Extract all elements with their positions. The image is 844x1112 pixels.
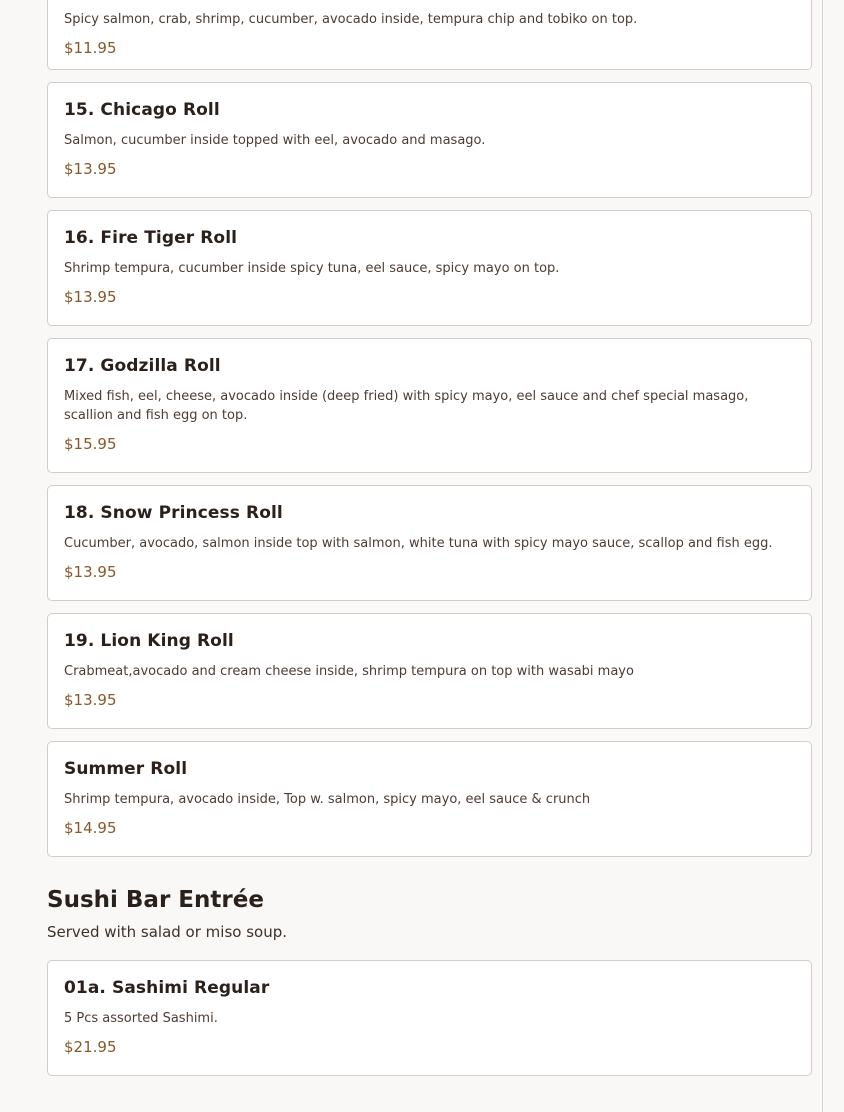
- menu-item-card[interactable]: [47, 960, 812, 1076]
- menu-item-description: Shrimp tempura, cucumber inside spicy tuna, eel sauce, spicy mayo on top.: [64, 261, 560, 276]
- menu-item-price: $13.95: [64, 160, 117, 178]
- menu-item-description: Mixed fish, eel, cheese, avocado inside (deep fried) with spicy mayo, eel sauce and chef special masago, scallion and fish egg on top.: [64, 389, 749, 423]
- menu-item-name: 19. Lion King Roll: [64, 631, 234, 651]
- menu-item-price: $13.95: [64, 288, 117, 306]
- menu-item-card[interactable]: [47, 0, 812, 70]
- menu-list: [47, 0, 812, 1088]
- menu-item-name: 18. Snow Princess Roll: [64, 503, 283, 523]
- menu-item-price: $15.95: [64, 435, 117, 453]
- menu-item-card[interactable]: [47, 613, 812, 729]
- menu-item-name: 17. Godzilla Roll: [64, 356, 221, 376]
- menu-item-price: $14.95: [64, 819, 117, 837]
- menu-item-description: Crabmeat,avocado and cream cheese inside, shrimp tempura on top with wasabi mayo: [64, 664, 634, 679]
- menu-item-price: $21.95: [64, 1038, 117, 1056]
- section-subtitle: Served with salad or miso soup.: [47, 923, 287, 941]
- menu-item-card[interactable]: [47, 485, 812, 601]
- menu-item-description: 5 Pcs assorted Sashimi.: [64, 1011, 218, 1026]
- menu-item-card[interactable]: [47, 82, 812, 198]
- menu-item-description: Salmon, cucumber inside topped with eel, avocado and masago.: [64, 133, 486, 148]
- menu-item-price: $13.95: [64, 563, 117, 581]
- menu-item-price: $13.95: [64, 691, 117, 709]
- menu-item-name: 16. Fire Tiger Roll: [64, 228, 238, 248]
- menu-item-name: 01a. Sashimi Regular: [64, 978, 270, 998]
- section-title: Sushi Bar Entrée: [47, 887, 264, 913]
- menu-item-name: Summer Roll: [64, 759, 188, 779]
- menu-item-price: $11.95: [64, 39, 117, 57]
- menu-item-card[interactable]: [47, 741, 812, 857]
- menu-item-name: 15. Chicago Roll: [64, 100, 220, 120]
- menu-item-description: Spicy salmon, crab, shrimp, cucumber, avocado inside, tempura chip and tobiko on top.: [64, 12, 638, 27]
- menu-section: [47, 885, 812, 942]
- menu-item-card[interactable]: [47, 210, 812, 326]
- menu-item-description: Cucumber, avocado, salmon inside top with salmon, white tuna with spicy mayo sauce, scallop and fish egg.: [64, 536, 773, 551]
- menu-item-card[interactable]: [47, 338, 812, 473]
- scroll-edge-divider: [822, 0, 823, 1112]
- menu-item-description: Shrimp tempura, avocado inside, Top w. salmon, spicy mayo, eel sauce & crunch: [64, 792, 591, 807]
